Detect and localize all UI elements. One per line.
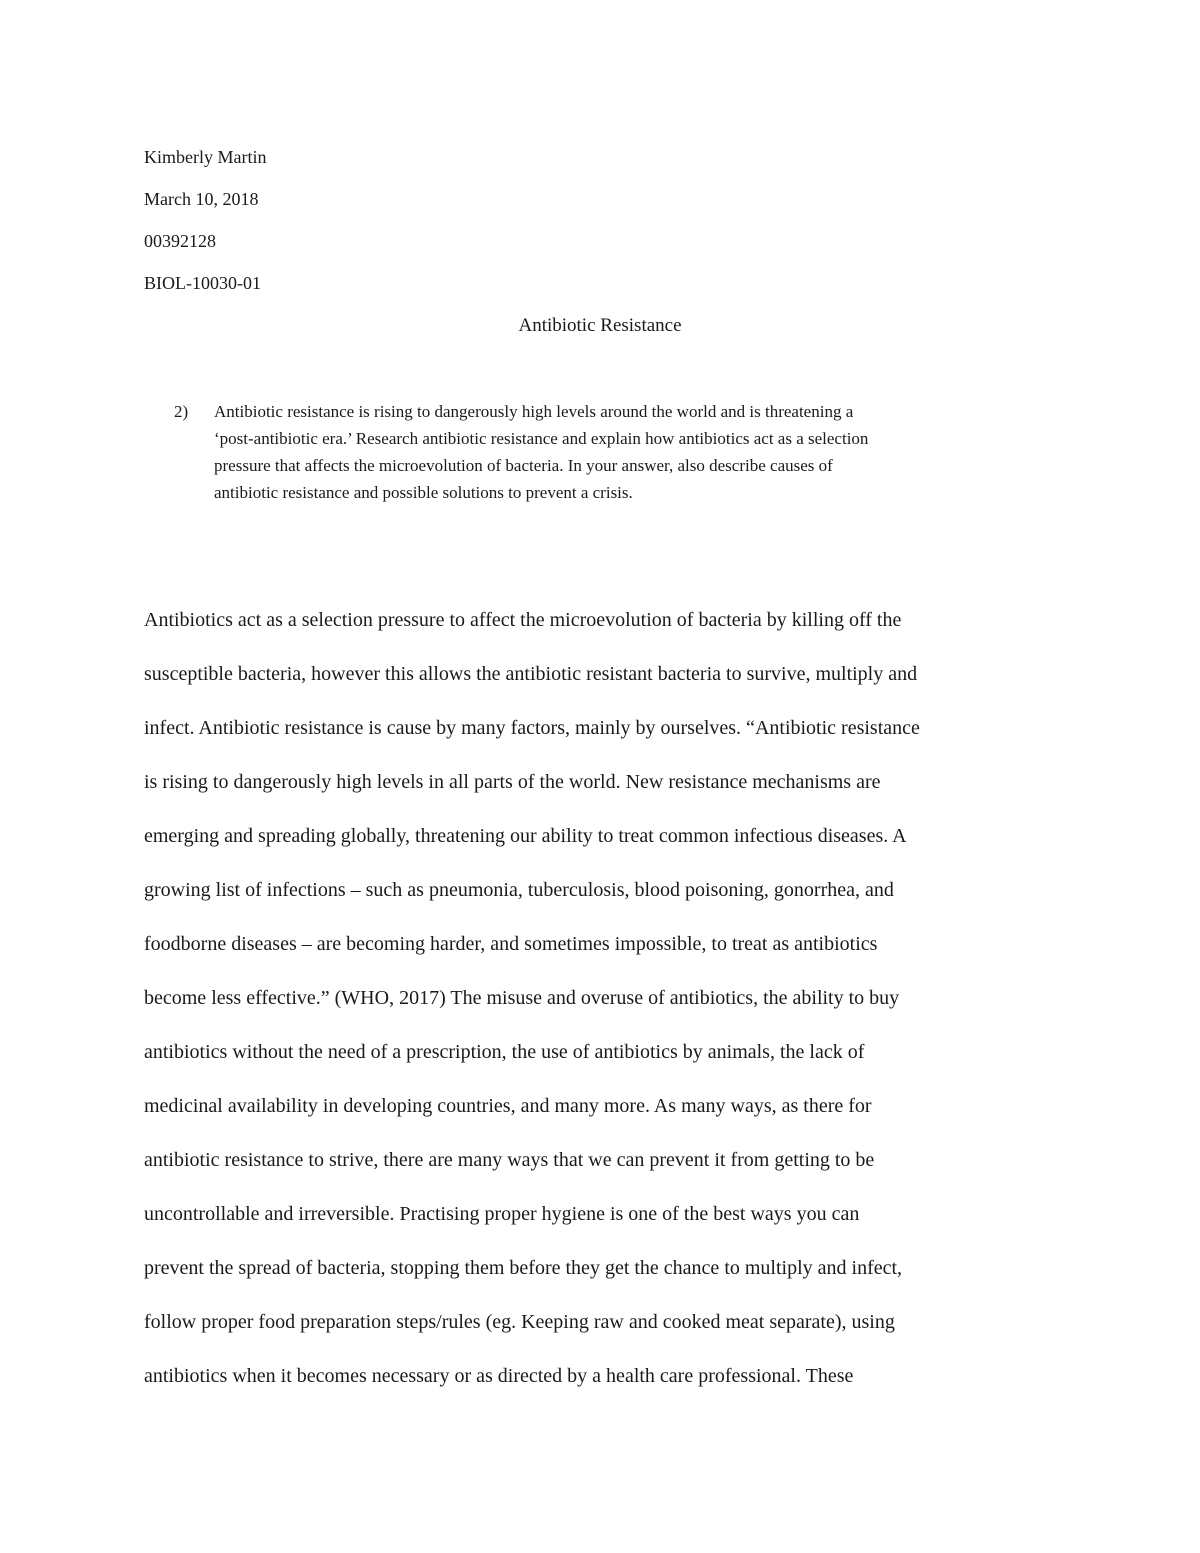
body-line: is rising to dangerously high levels in all parts of the world. New resistance mechanisms are — [144, 771, 881, 793]
body-line: emerging and spreading globally, threatening our ability to treat common infectious diseases. A — [144, 825, 907, 847]
body-line: infect. Antibiotic resistance is cause by many factors, mainly by ourselves. “Antibiotic resistance — [144, 717, 920, 739]
body-line: medicinal availability in developing countries, and many more. As many ways, as there for — [144, 1095, 872, 1117]
question-line: Antibiotic resistance is rising to dangerously high levels around the world and is threatening a — [214, 402, 854, 421]
body-line: uncontrollable and irreversible. Practising proper hygiene is one of the best ways you can — [144, 1203, 860, 1225]
author-name: Kimberly Martin — [144, 147, 267, 167]
body-line: foodborne diseases – are becoming harder, and sometimes impossible, to treat as antibiotics — [144, 933, 878, 955]
body-line: antibiotics when it becomes necessary or as directed by a health care professional. These — [144, 1365, 854, 1387]
body-line: Antibiotics act as a selection pressure to affect the microevolution of bacteria by killing off the — [144, 609, 902, 631]
student-id: 00392128 — [144, 231, 216, 251]
question-line: antibiotic resistance and possible solutions to prevent a crisis. — [214, 483, 633, 502]
course-code: BIOL-10030-01 — [144, 273, 261, 293]
body-line: become less effective.” (WHO, 2017) The misuse and overuse of antibiotics, the ability to buy — [144, 987, 900, 1009]
question-line: pressure that affects the microevolution of bacteria. In your answer, also describe causes of — [214, 456, 833, 475]
body-line: follow proper food preparation steps/rules (eg. Keeping raw and cooked meat separate), using — [144, 1311, 895, 1333]
body-line: susceptible bacteria, however this allows the antibiotic resistant bacteria to survive, multiply and — [144, 663, 918, 685]
question-line: ‘post-antibiotic era.’ Research antibiotic resistance and explain how antibiotics act as a selection — [214, 429, 869, 448]
body-line: growing list of infections – such as pneumonia, tuberculosis, blood poisoning, gonorrhea, and — [144, 879, 894, 901]
body-line: prevent the spread of bacteria, stopping them before they get the chance to multiply and infect, — [144, 1257, 903, 1279]
document-title: Antibiotic Resistance — [518, 315, 682, 336]
body-line: antibiotics without the need of a prescription, the use of antibiotics by animals, the lack of — [144, 1041, 865, 1063]
submission-date: March 10, 2018 — [144, 189, 259, 209]
body-line: antibiotic resistance to strive, there are many ways that we can prevent it from getting to be — [144, 1149, 875, 1171]
question-number: 2) — [174, 402, 189, 421]
